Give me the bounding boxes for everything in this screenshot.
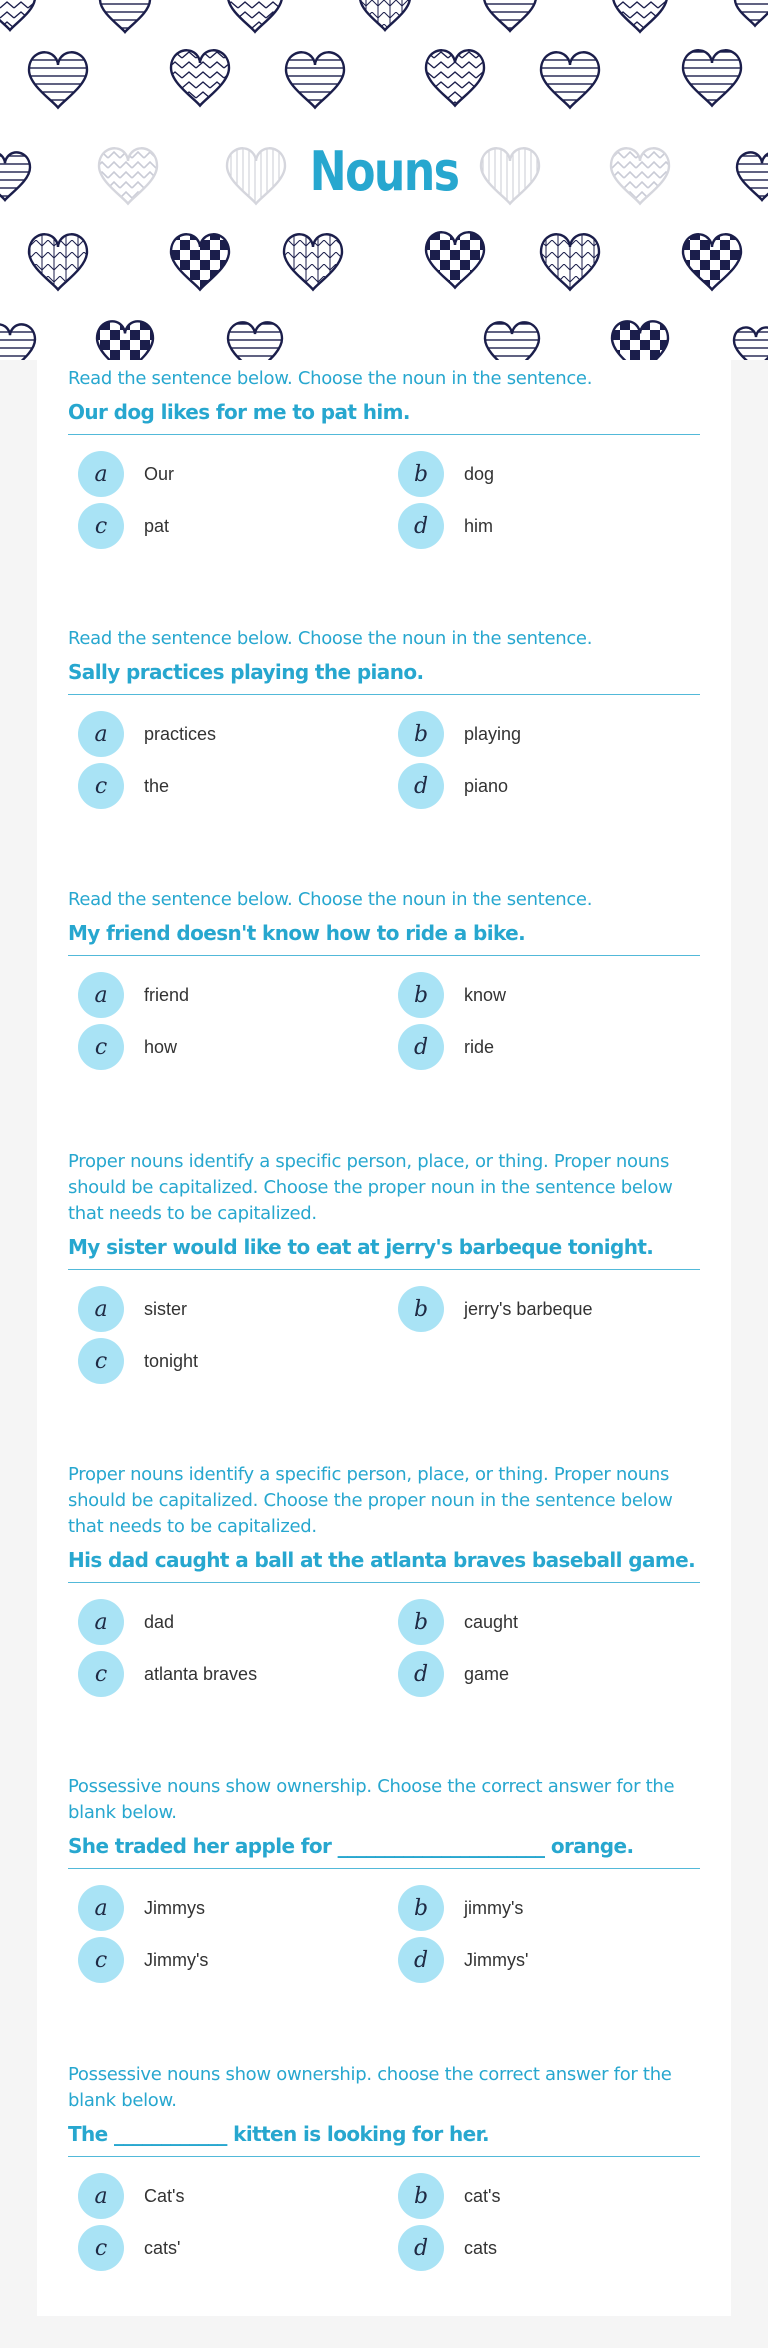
option-text: ride — [464, 1036, 495, 1057]
question-prompt: Read the sentence below. Choose the noun in the sentence. — [68, 889, 593, 910]
heart-decoration — [0, 152, 30, 200]
option-letter-bubble[interactable]: b — [398, 1599, 444, 1645]
heart-decoration — [485, 322, 539, 360]
option-letter-bubble[interactable]: c — [78, 2225, 124, 2271]
answer-option-a[interactable] — [78, 972, 390, 1018]
answer-option-a[interactable] — [78, 1286, 390, 1332]
answer-option-d[interactable] — [398, 1651, 710, 1697]
answer-option-c[interactable] — [78, 1937, 390, 1983]
question-sentence: My friend doesn't know how to ride a bike. — [68, 921, 526, 945]
option-letter-bubble[interactable]: d — [398, 763, 444, 809]
question-sentence: His dad caught a ball at the atlanta braves baseball game. — [68, 1548, 696, 1572]
divider — [68, 434, 700, 435]
question-prompt: Read the sentence below. Choose the noun in the sentence. — [68, 368, 593, 389]
heart-decoration — [541, 52, 599, 107]
answer-option-c[interactable] — [78, 1024, 390, 1070]
question-sentence: My sister would like to eat at jerry's barbeque tonight. — [68, 1235, 654, 1259]
question-2 — [68, 626, 700, 809]
heart-decoration — [683, 234, 741, 289]
option-text: Jimmy's — [144, 1949, 209, 1970]
answer-option-a[interactable] — [78, 711, 390, 757]
option-text: sister — [144, 1298, 188, 1319]
option-letter-bubble[interactable]: b — [398, 1885, 444, 1931]
divider — [68, 1269, 700, 1270]
option-text: pat — [144, 515, 170, 536]
option-text: Jimmys' — [464, 1949, 529, 1970]
answer-option-b[interactable] — [398, 711, 710, 757]
heart-decoration — [171, 50, 229, 105]
question-prompt: Possessive nouns show ownership. Choose the correct answer for the blank below. — [68, 1776, 675, 1823]
option-letter-bubble[interactable]: d — [398, 503, 444, 549]
answer-options — [68, 2173, 700, 2271]
question-prompt: Read the sentence below. Choose the noun in the sentence. — [68, 628, 593, 649]
divider — [68, 955, 700, 956]
question-6 — [68, 1774, 700, 1983]
divider — [68, 1582, 700, 1583]
heart-decoration — [737, 152, 768, 200]
answer-option-c[interactable] — [78, 1651, 390, 1697]
answer-option-b[interactable] — [398, 1599, 710, 1645]
option-text: atlanta braves — [144, 1663, 258, 1684]
option-text: piano — [464, 775, 509, 796]
heart-decoration — [613, 0, 667, 32]
option-text: playing — [464, 723, 522, 744]
answer-option-d[interactable] — [398, 2225, 710, 2271]
option-letter-bubble[interactable]: d — [398, 1651, 444, 1697]
option-letter-bubble[interactable]: c — [78, 1024, 124, 1070]
option-letter-bubble[interactable]: d — [398, 1024, 444, 1070]
option-text: how — [144, 1036, 178, 1057]
heart-decoration — [228, 322, 282, 360]
question-sentence: Our dog likes for me to pat him. — [68, 400, 410, 424]
answer-options — [68, 451, 700, 549]
question-sentence: Sally practices playing the piano. — [68, 660, 424, 684]
answer-option-d[interactable] — [398, 1024, 710, 1070]
heart-decoration — [171, 234, 229, 289]
answer-option-b[interactable] — [398, 972, 710, 1018]
divider — [68, 1868, 700, 1869]
option-letter-bubble[interactable]: b — [398, 711, 444, 757]
heart-decoration — [286, 52, 344, 107]
option-text: cats — [464, 2237, 498, 2258]
heart-decoration — [228, 0, 282, 32]
question-7 — [68, 2062, 700, 2271]
heart-decoration — [97, 321, 153, 360]
heart-decoration — [541, 234, 599, 289]
header-banner — [0, 0, 768, 360]
option-text: jimmy's — [464, 1897, 524, 1918]
answer-option-d[interactable] — [398, 503, 710, 549]
answer-option-b[interactable] — [398, 1885, 710, 1931]
answer-option-a[interactable] — [78, 451, 390, 497]
option-text: him — [464, 515, 494, 536]
question-5 — [68, 1462, 700, 1697]
option-letter-bubble[interactable]: c — [78, 763, 124, 809]
option-letter-bubble[interactable]: d — [398, 2225, 444, 2271]
option-letter-bubble[interactable]: b — [398, 2173, 444, 2219]
heart-decoration — [426, 232, 484, 287]
answer-option-b[interactable] — [398, 1286, 710, 1332]
question-sentence: The ____________ kitten is looking for her. — [68, 2122, 490, 2146]
question-prompt: Proper nouns identify a specific person, place, or thing. Proper nouns should be capitalized. Choose the proper noun in the sentence below that needs to be capitalized. — [68, 1464, 673, 1537]
question-3 — [68, 887, 700, 1070]
option-letter-bubble[interactable]: a — [78, 2173, 124, 2219]
page-title: Nouns — [309, 140, 459, 203]
heart-decoration — [683, 50, 741, 105]
option-text: Jimmys — [144, 1897, 205, 1918]
answer-options — [68, 1885, 700, 1983]
option-text: tonight — [144, 1350, 199, 1371]
answer-option-d[interactable] — [398, 763, 710, 809]
answer-option-c[interactable] — [78, 2225, 390, 2271]
question-sentence: She traded her apple for ______________________ orange. — [68, 1834, 634, 1858]
option-letter-bubble[interactable]: c — [78, 503, 124, 549]
heart-decoration — [612, 321, 668, 360]
divider — [68, 2156, 700, 2157]
answer-option-a[interactable] — [78, 2173, 390, 2219]
answer-option-c[interactable] — [78, 503, 390, 549]
option-text: the — [144, 775, 170, 796]
option-text: dog — [464, 463, 495, 484]
option-letter-bubble[interactable]: a — [78, 1286, 124, 1332]
option-text: Cat's — [144, 2185, 185, 2206]
option-letter-bubble[interactable]: a — [78, 972, 124, 1018]
answer-option-a[interactable] — [78, 1599, 390, 1645]
heart-decoration — [100, 0, 150, 32]
answer-option-d[interactable] — [398, 1937, 710, 1983]
option-text: practices — [144, 723, 217, 744]
option-letter-bubble[interactable]: a — [78, 1885, 124, 1931]
question-1 — [68, 366, 700, 549]
answer-option-a[interactable] — [78, 1885, 390, 1931]
option-letter-bubble[interactable]: b — [398, 1286, 444, 1332]
answer-option-b[interactable] — [398, 2173, 710, 2219]
option-text: cats' — [144, 2237, 181, 2258]
option-text: know — [464, 984, 507, 1005]
heart-decoration — [426, 50, 484, 105]
heart-decoration — [284, 234, 342, 289]
heart-decoration — [360, 0, 410, 30]
answer-option-c[interactable] — [78, 763, 390, 809]
question-4 — [68, 1149, 700, 1384]
answer-options — [68, 711, 700, 809]
option-text: Our — [144, 463, 175, 484]
option-text: game — [464, 1663, 510, 1684]
option-letter-bubble[interactable]: c — [78, 1651, 124, 1697]
answer-option-b[interactable] — [398, 451, 710, 497]
option-letter-bubble[interactable]: b — [398, 972, 444, 1018]
heart-decoration — [0, 324, 35, 360]
option-text: jerry's barbeque — [464, 1298, 593, 1319]
heart-decoration — [735, 0, 768, 26]
heart-decoration — [0, 0, 35, 30]
option-text: friend — [144, 984, 190, 1005]
question-prompt: Possessive nouns show ownership. choose the correct answer for the blank below. — [68, 2064, 672, 2111]
heart-decoration — [29, 234, 87, 289]
option-letter-bubble[interactable]: a — [78, 451, 124, 497]
heart-decoration — [734, 327, 768, 360]
heart-decoration — [484, 0, 536, 31]
option-text: cat's — [464, 2185, 501, 2206]
answer-option-c[interactable] — [78, 1338, 390, 1384]
answer-options — [68, 1286, 700, 1384]
heart-decoration — [29, 52, 87, 107]
option-letter-bubble[interactable]: b — [398, 451, 444, 497]
option-letter-bubble[interactable]: a — [78, 1599, 124, 1645]
divider — [68, 694, 700, 695]
option-letter-bubble[interactable]: c — [78, 1937, 124, 1983]
option-letter-bubble[interactable]: a — [78, 711, 124, 757]
question-prompt: Proper nouns identify a specific person, place, or thing. Proper nouns should be capitalized. Choose the proper noun in the sentence below that needs to be capitalized. — [68, 1151, 673, 1224]
answer-options — [68, 972, 700, 1070]
option-letter-bubble[interactable]: d — [398, 1937, 444, 1983]
option-letter-bubble[interactable]: c — [78, 1338, 124, 1384]
option-text: caught — [464, 1611, 519, 1632]
answer-options — [68, 1599, 700, 1697]
option-text: dad — [144, 1611, 175, 1632]
